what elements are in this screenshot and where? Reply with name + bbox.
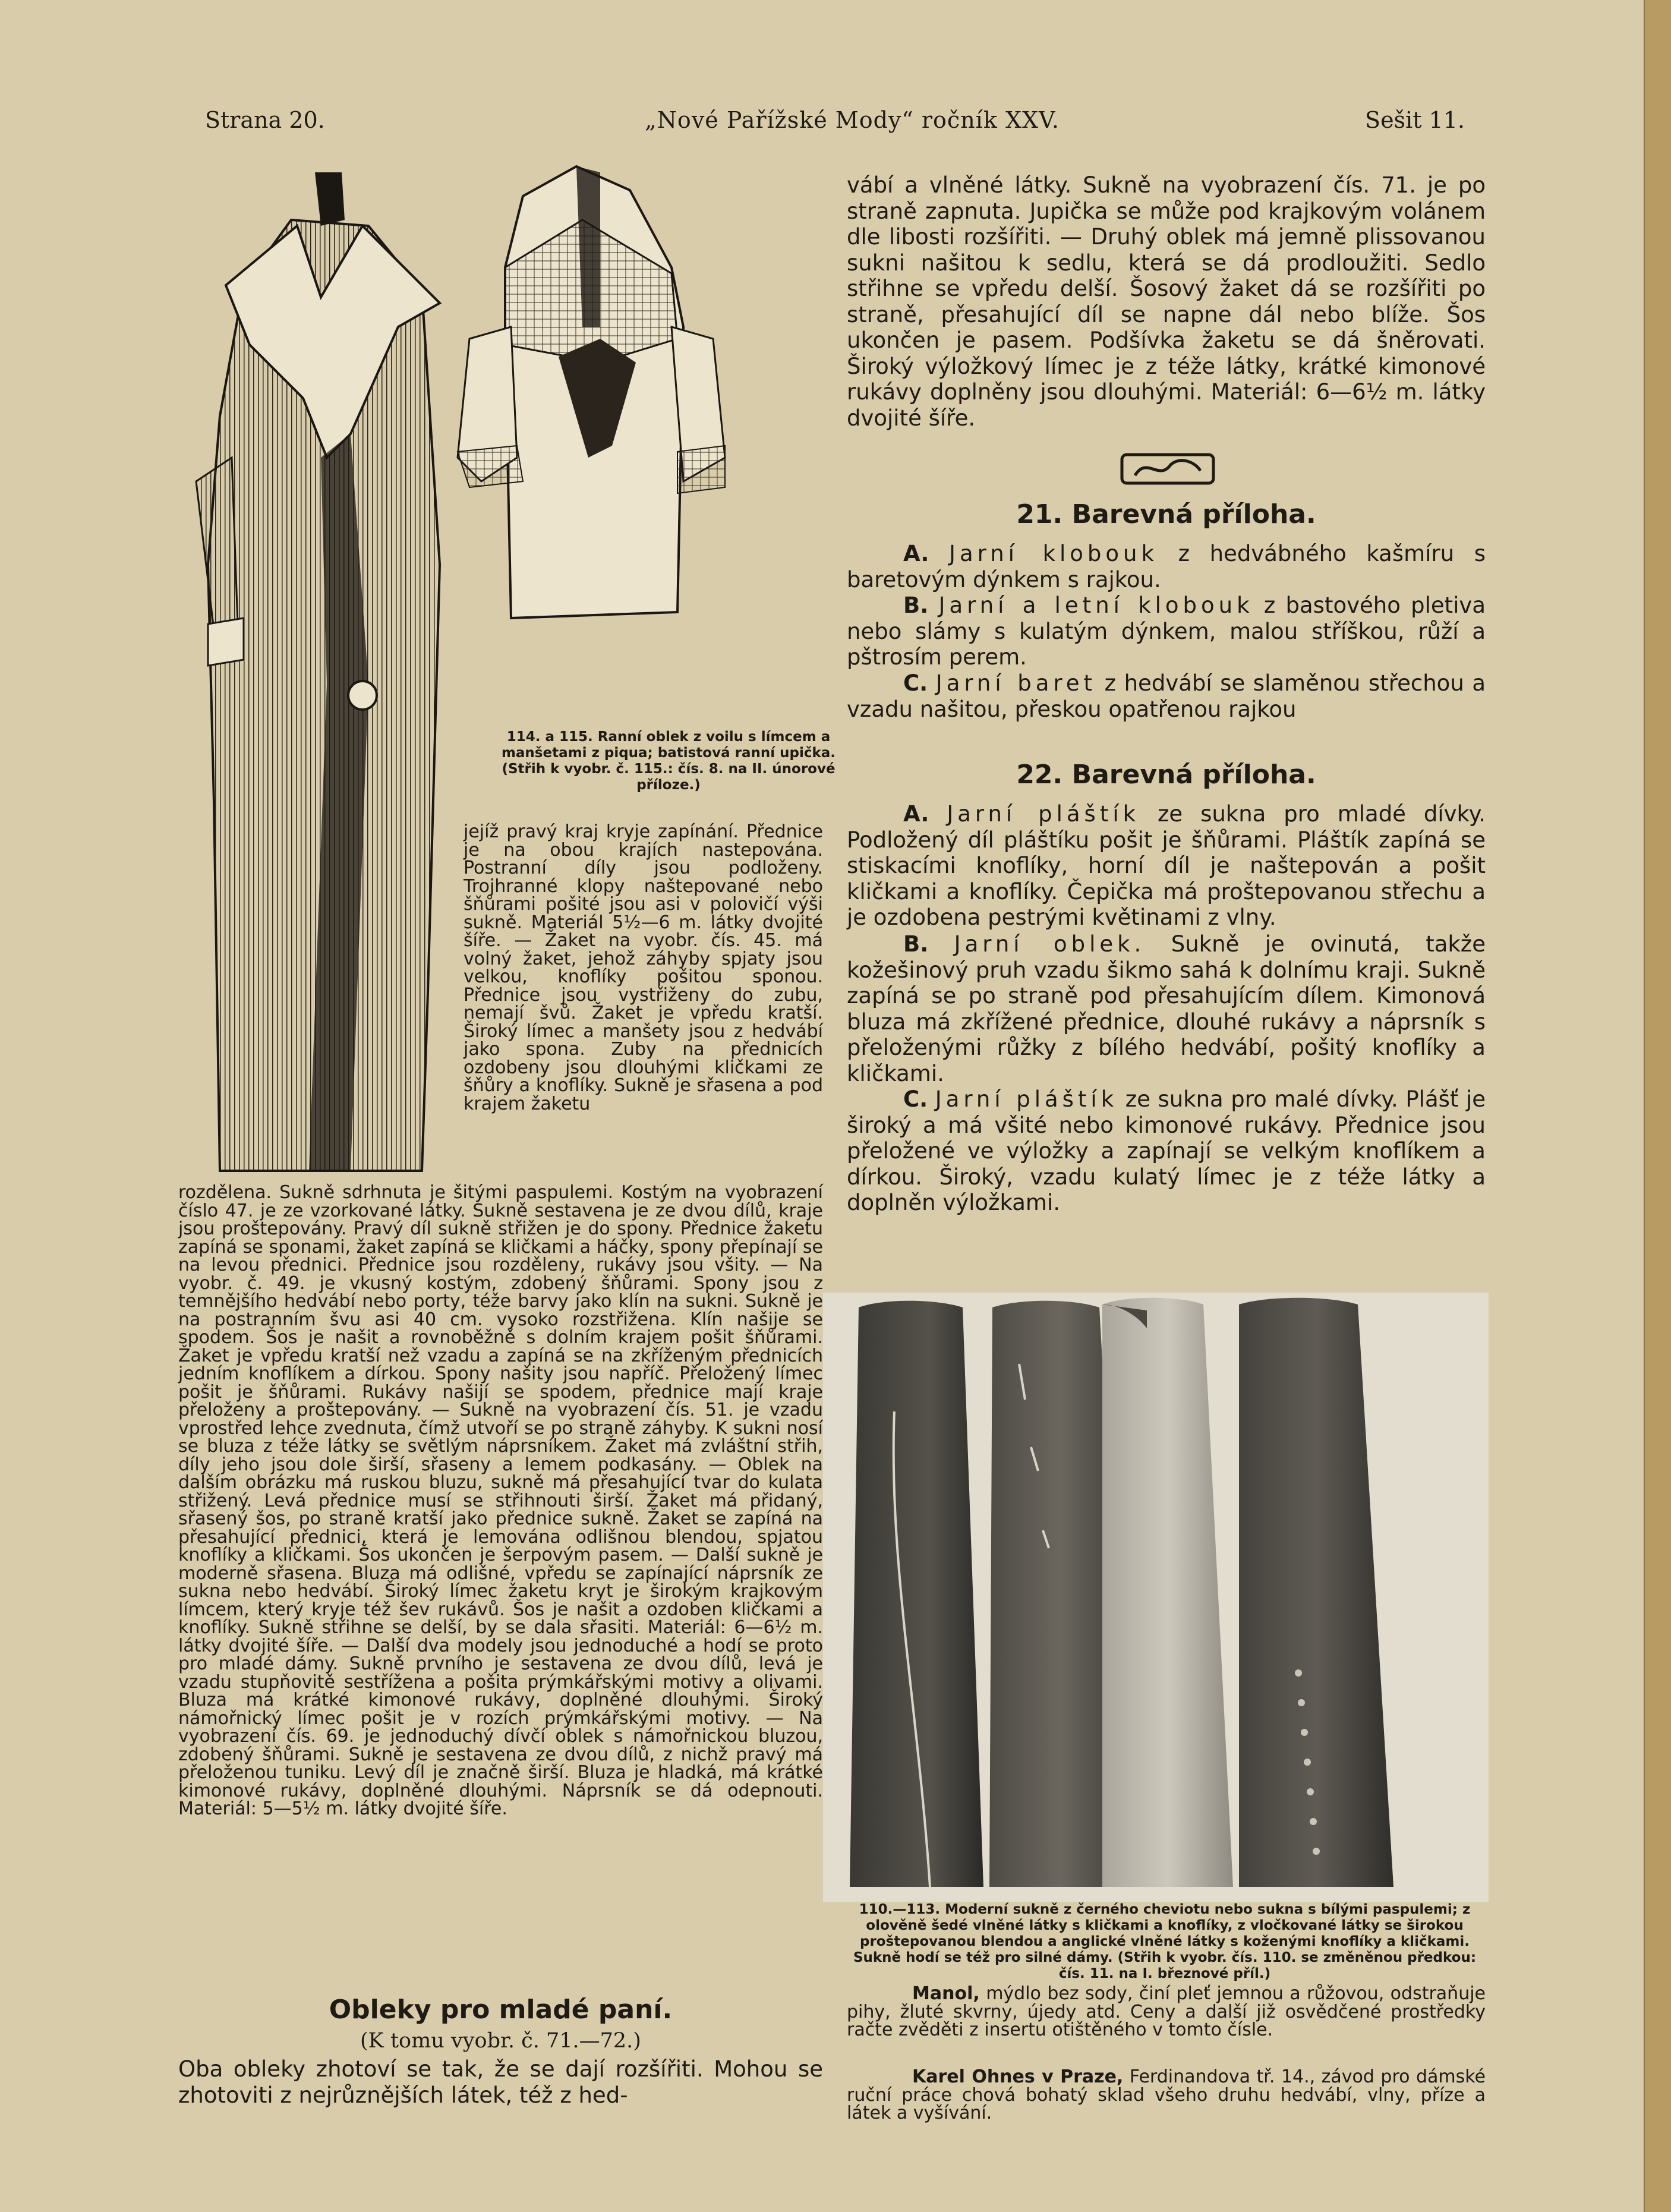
- page-number: Strana 20.: [205, 107, 325, 133]
- section-title: Obleky pro mladé paní.: [329, 1994, 673, 2025]
- morning-jacket-figure: [458, 166, 725, 618]
- section-subtitle: (K tomu vyobr. č. 71.—72.): [360, 2029, 641, 2053]
- ornament-divider: [1120, 453, 1215, 485]
- supplement-21-item-b: B. Jarní a letní klobouk z bastového pletiva nebo slámy s kulatým dýnkem, malou stříškou, růží a pštrosím perem.: [847, 593, 1486, 670]
- supplement-22-item-a: A. Jarní pláštík ze sukna pro mladé dívky. Podložený díl pláštíku pošit je šňůrami. Pláštík zapíná se stiskacími knoflíky, horní díl je naštepován a pošit kličkami a knoflíky. Čepička má proštepovanou střechu a je ozdobena pestrými květinami z vlny.: [847, 801, 1486, 930]
- coat-caption: 114. a 115. Ranní oblek z voilu s límcem a manšetami z piqua; batistová ranní upička. (Střih k vyobr. č. 115.: čís. 8. na II. únorové příloze.): [501, 729, 836, 793]
- left-full-text: rozdělena. Sukně sdrhnuta je šitými paspulemi. Kostým na vyobrazení číslo 47. je ze vzorkované látky. Sukně sestavena je ze dvou dílů, kraje jsou proštepovány. Pravý díl sukně střižen je do spony. Přednice žaketu zapíná se sponami, žaket zapíná se kličkami a háčky, spony přepínají se na levou přednici. Přednice jsou rozděleny, rukávy jsou všity. — Na vyobr. č. 49. je vkusný kostým, zdobený šňůrami. Spony jsou z temnějšího hedvábí nebo porty, téže barvy jako klín na sukni. Sukně je na postranním švu asi 40 cm. vysoko rozstřižena. Klín našije se spodem. Šos je našit a rovnoběžně s dolním krajem pošit šňůrami. Žaket je vpředu kratší než vzadu a zapíná se na zkříženým přednicích jedním knoflíkem a dírkou. Spony našity jsou napříč. Přeložený límec pošit je šňůrami. Rukávy našijí se spodem, přednice mají kraje přeloženy a proštepovány. — Sukně na vyobrazení čís. 51. je vzadu vprostřed lehce zvednuta, čímž utvoří se po straně záhyby. K sukni nosí se bluza z téže látky se světlým náprsníkem. Žaket má zvláštní střih, díly jeho jsou dole širší, sřaseny a lemem podkasány. — Oblek na dalším obrázku má ruskou bluzu, sukně má přesahující tvar do kulata střižený. Levá přednice musí se střihnouti širší. Žaket má přidaný, sřasený šos, po straně kratší jako přednice sukně. Žaket se zapíná na přesahující přednici, která je lemována odlišnou blendou, spjatou knoflíky a kličkami. Šos ukončen je šerpovým pasem. — Další sukně je moderně sřasena. Bluza má odlišné, vpředu se zapínající náprsník ze sukna nebo hedvábí. Široký límec žaketu kryt je širokým krajkovým límcem, který kryje též šev rukávů. Šos je našit a ozdoben kličkami a knoflíky. Sukně střihne se delší, by se dala sřasiti. Materiál: 6—6½ m. látky dvojité šíře. — Další dva modely jsou jednoduché a hodí se proto pro mladé dámy. Sukně prvního je sestavena ze dvou dílů, levá je vzadu stupňovitě sestřížena a pošita prýmkářskými motivy a olivami. Bluza má krátké kimonové rukávy, doplněné dlouhými. Široký námořnický límec pošit je v rozích prýmkářskými motivy. — Na vyobrazení čís. 69. je jednoduchý dívčí oblek s námořnickou bluzou, zdobený šňůrami. Sukně je sestavena ze dvou dílů, z nichž pravý má přeloženou tuniku. Levý díl je značně širší. Bluza je hladká, má krátké kimonové rukávy, doplněné dlouhými. Náprsník se dá odepnouti. Materiál: 5—5½ m. látky dvojité šíře.: [178, 1182, 823, 1819]
- ad-karel-ohnes: Karel Ohnes v Praze, Ferdinandova tř. 14., závod pro dámské ruční práce chová bohatý sklad všeho druhu hedvábí, vlny, příze a látek a vyšívání.: [847, 2066, 1486, 2123]
- left-bottom-text: Oba obleky zhotoví se tak, že se dají rozšířiti. Mohou se zhotoviti z nejrůznějších látek, též z hed-: [178, 2056, 823, 2108]
- supplement-21-item-c: C. Jarní baret z hedvábí se slaměnou střechou a vzadu našitou, přeskou opatřenou rajkou: [847, 670, 1486, 722]
- ad-manol: Manol, mýdlo bez sody, činí pleť jemnou a růžovou, odstraňuje pihy, žluté skvrny, újedy atd. Ceny a další již osvědčené prostředky račte zvěděti z insertu otištěného v tomto čísle.: [847, 1983, 1486, 2040]
- page-edge: [1644, 0, 1671, 2212]
- supplement-22-title: 22. Barevná příloha.: [1016, 760, 1316, 790]
- supplement-22-item-c: C. Jarní pláštík ze sukna pro malé dívky. Plášť je široký a má všité nebo kimonové rukávy. Přednice jsou přeložené ve výložky a zapínají se velkým knoflíkem a dírkou. Široký, vzadu kulatý límec je z téže látky a doplněn výložkami.: [847, 1086, 1486, 1215]
- supplement-21-item-a: A. Jarní klobouk z hedvábného kašmíru s baretovým dýnkem s rajkou.: [847, 541, 1486, 593]
- morning-coat-figure: [196, 172, 440, 1171]
- running-header: [205, 107, 1465, 143]
- right-top-text: vábí a vlněné látky. Sukně na vyobrazení čís. 71. je po straně zapnuta. Jupička se může pod krajkovým volánem dle libosti rozšířiti. — Druhý oblek má jemně plissovanou sukni našitou k sedlu, která se dá prodloužiti. Sedlo střihne se vpředu delší. Šosový žaket dá se rozšířiti po straně, přesahující díl se napne dál nebo blíže. Šos ukončen je pasem. Podšívka žaketu se dá šněrovati. Široký výložkový límec je z téže látky, krátké kimonové rukávy doplněny jsou dlouhými. Materiál: 6—6½ m. látky dvojité šíře.: [847, 172, 1486, 431]
- journal-title: „Nové Pařížské Mody“ ročník XXV.: [645, 107, 1060, 133]
- skirt-110: [850, 1301, 983, 1887]
- issue-number: Sešit 11.: [1365, 107, 1465, 133]
- supplement-21-title: 21. Barevná příloha.: [1016, 499, 1316, 530]
- skirts-photo: [823, 1293, 1489, 1902]
- skirts-caption: 110.—113. Moderní sukně z černého cheviotu nebo sukna s bílými paspulemi; z olověně šedé vlněné látky s kličkami a knoflíky, z vločkované látky se širokou proštepovanou blendou a anglické vlněné látky s koženými knoflíky a kličkami. Sukně hodí se též pro silné dámy. (Střih k vyobr. čís. 110. se změněnou předkou: čís. 11. na I. březnové příl.): [853, 1902, 1477, 1981]
- left-narrow-text: jejíž pravý kraj kryje zapínání. Přednice je na obou krajích nastepována. Postranní díly jsou podloženy. Trojhranné klopy naštepované nebo šňůrami pošité jsou asi v polovičí výši sukně. Materiál 5½—6 m. látky dvojité šíře. — Žaket na vyobr. čís. 45. má volný žaket, jehož záhyby spjaty jsou velkou, knoflíky pošitou sponou. Přednice jsou vystřiženy do zubu, nemají švů. Žaket je vpředu kratší. Široký límec a manšety jsou z hedvábí jako spona. Zuby na přednicích ozdobeny jsou dlouhými kličkami ze šňůry a knoflíky. Sukně je sřasena a pod krajem žaketu: [464, 821, 823, 1114]
- supplement-22-item-b: B. Jarní oblek. Sukně je ovinutá, takže kožešinový pruh vzadu šikmo sahá k dolnímu kraji. Sukně zapíná se po straně pod přesahujícím dílem. Kimonová bluza má zkřížené přednice, dlouhé rukávy a náprsník s přeloženými růžky z bílého hedvábí, pošitý knoflíky a kličkami.: [847, 931, 1486, 1086]
